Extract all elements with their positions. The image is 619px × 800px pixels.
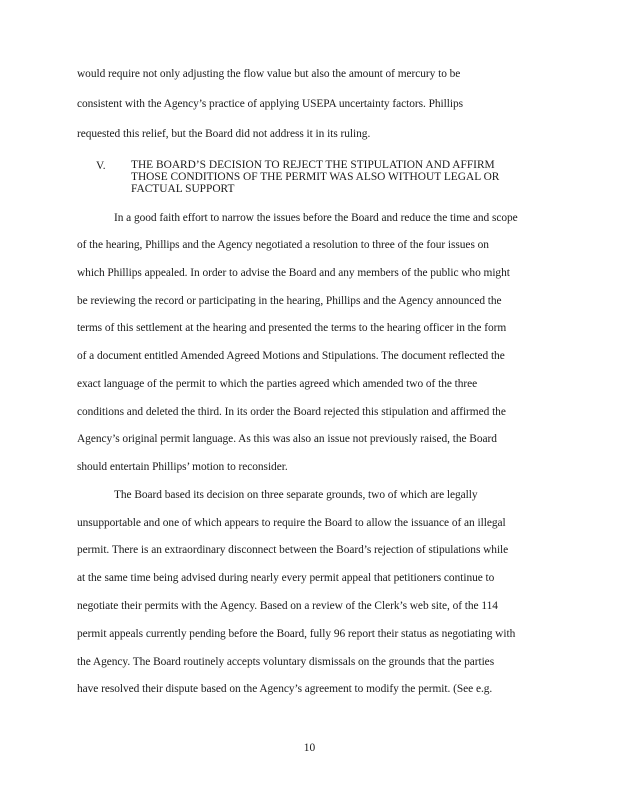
text-line: at the same time being advised during nearly every permit appeal that petitioners continue to <box>77 572 495 584</box>
text-line: The Board based its decision on three separate grounds, two of which are legally <box>114 489 478 501</box>
section-number: V. <box>96 160 106 172</box>
section-heading-line: FACTUAL SUPPORT <box>131 183 235 195</box>
text-line: In a good faith effort to narrow the issues before the Board and reduce the time and scope <box>114 212 518 224</box>
text-line: have resolved their dispute based on the Agency’s agreement to modify the permit. (See e.g. <box>77 683 493 695</box>
text-line: should entertain Phillips’ motion to reconsider. <box>77 461 288 473</box>
text-line: exact language of the permit to which the parties agreed which amended two of the three <box>77 378 478 390</box>
text-line: permit. There is an extraordinary disconnect between the Board’s rejection of stipulations while <box>77 544 509 556</box>
text-line: of the hearing, Phillips and the Agency negotiated a resolution to three of the four issues on <box>77 239 489 251</box>
text-line: conditions and deleted the third. In its order the Board rejected this stipulation and affirmed the <box>77 406 506 418</box>
text-line: Agency’s original permit language. As this was also an issue not previously raised, the Board <box>77 433 497 445</box>
text-line: the Agency. The Board routinely accepts voluntary dismissals on the grounds that the parties <box>77 656 495 668</box>
text-line: which Phillips appealed. In order to advise the Board and any members of the public who might <box>77 267 510 279</box>
text-line: consistent with the Agency’s practice of applying USEPA uncertainty factors. Phillips <box>77 98 464 110</box>
text-line: negotiate their permits with the Agency. Based on a review of the Clerk’s web site, of the 114 <box>77 600 498 612</box>
text-line: would require not only adjusting the flow value but also the amount of mercury to be <box>77 68 461 80</box>
text-line: unsupportable and one of which appears to require the Board to allow the issuance of an illegal <box>77 517 506 529</box>
section-heading-line: THE BOARD’S DECISION TO REJECT THE STIPULATION AND AFFIRM <box>131 159 495 171</box>
text-line: terms of this settlement at the hearing and presented the terms to the hearing officer in the form <box>77 322 507 334</box>
text-line: requested this relief, but the Board did not address it in its ruling. <box>77 128 371 140</box>
text-line: permit appeals currently pending before the Board, fully 96 report their status as negotiating with <box>77 628 516 640</box>
text-line: be reviewing the record or participating in the hearing, Phillips and the Agency announced the <box>77 295 502 307</box>
section-heading-line: THOSE CONDITIONS OF THE PERMIT WAS ALSO WITHOUT LEGAL OR <box>131 171 500 183</box>
text-line: of a document entitled Amended Agreed Motions and Stipulations. The document reflected the <box>77 350 505 362</box>
page-number: 10 <box>303 742 316 754</box>
